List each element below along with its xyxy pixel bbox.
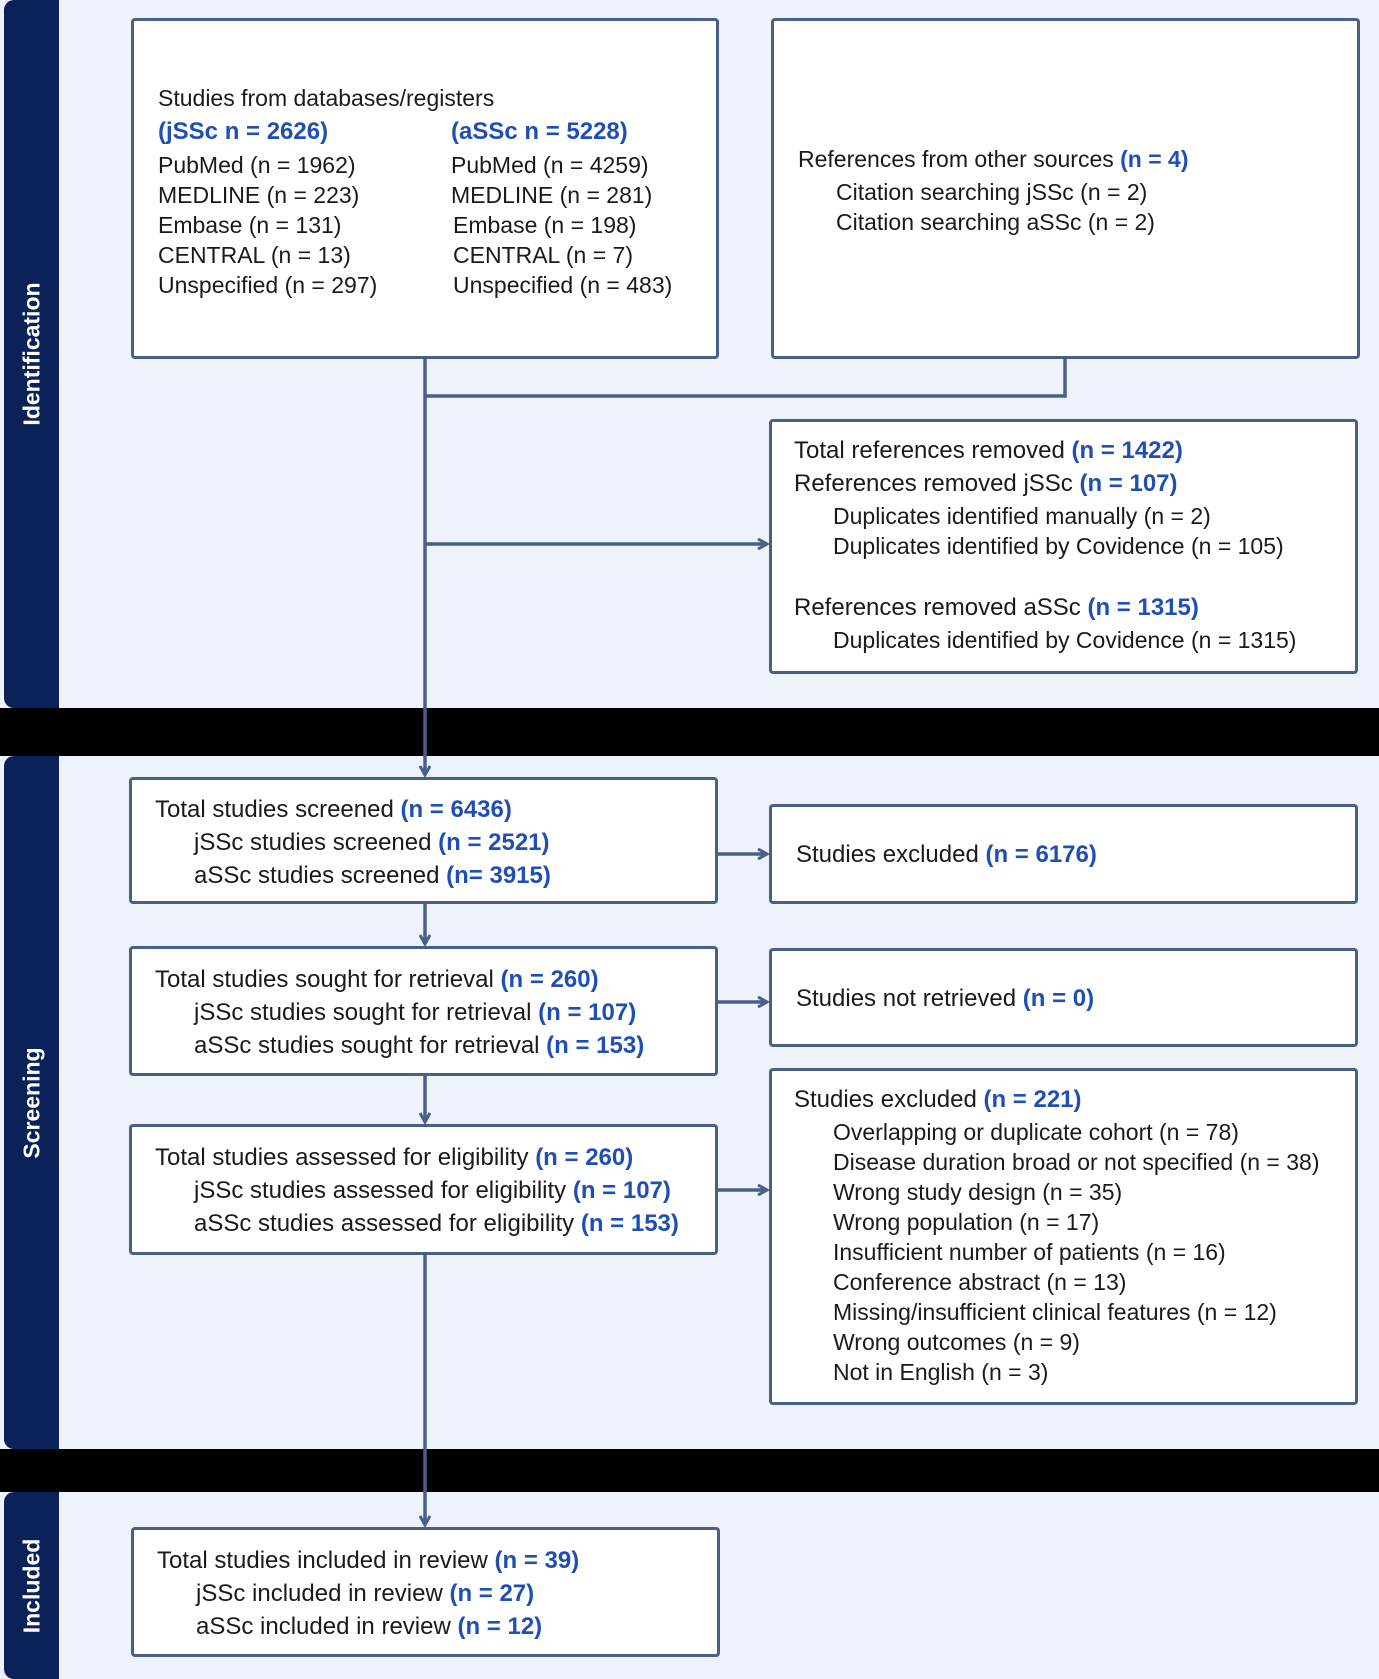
references-removed-box — [769, 419, 1358, 674]
excluded-full — [794, 1086, 1082, 1114]
removed-jssc-label: References removed jSSc — [794, 470, 1080, 497]
databases-box — [131, 18, 719, 359]
screened-total — [155, 796, 512, 824]
removed-jssc — [794, 470, 1178, 498]
other-sources-label: References from other sources — [798, 146, 1121, 172]
retrieval-assc-count: (n = 153) — [546, 1032, 645, 1059]
screening-label: Screening — [18, 1046, 44, 1159]
other-sources-title — [798, 146, 1189, 173]
retrieval-total-count: (n = 260) — [500, 966, 599, 993]
eligibility-jssc — [194, 1177, 671, 1205]
screened-jssc — [194, 829, 550, 857]
screened-total-count: (n = 6436) — [400, 796, 512, 823]
included-total-label: Total studies included in review — [157, 1547, 495, 1574]
assc-db-2: Embase (n = 198) — [453, 212, 637, 238]
retrieval-assc-label: aSSc studies sought for retrieval — [194, 1032, 547, 1059]
removed-total — [794, 437, 1183, 465]
identification-label: Identification — [18, 282, 44, 426]
removed-total-count: (n = 1422) — [1071, 437, 1183, 464]
assc-db-4: Unspecified (n = 483) — [453, 272, 673, 298]
removed-total-label: Total references removed — [794, 437, 1072, 464]
eligibility-assc — [194, 1210, 679, 1238]
eligibility-total-label: Total studies assessed for eligibility — [155, 1144, 536, 1171]
included-assc-label: aSSc included in review — [196, 1613, 458, 1640]
databases-title: Studies from databases/registers — [158, 85, 495, 111]
assc-header: (aSSc n = 5228) — [451, 118, 628, 145]
removed-jssc-count: (n = 107) — [1079, 470, 1178, 497]
jssc-db-0: PubMed (n = 1962) — [158, 152, 356, 178]
assc-db-3: CENTRAL (n = 7) — [453, 242, 634, 268]
exclusion-reason-8: Not in English (n = 3) — [833, 1359, 1049, 1385]
screened-box — [129, 777, 718, 904]
removed-jssc-item-1: Duplicates identified by Covidence (n = 105) — [833, 533, 1284, 559]
eligibility-jssc-count: (n = 107) — [572, 1177, 671, 1204]
retrieval-jssc — [194, 999, 636, 1027]
included-jssc-label: jSSc included in review — [196, 1580, 450, 1607]
exclusion-reason-0: Overlapping or duplicate cohort (n = 78) — [833, 1119, 1239, 1145]
other-sources-box — [771, 18, 1360, 359]
screening-phase-bar — [4, 756, 59, 1449]
other-source-item-0: Citation searching jSSc (n = 2) — [836, 179, 1148, 205]
exclusion-reason-2: Wrong study design (n = 35) — [833, 1179, 1123, 1205]
included-total-count: (n = 39) — [494, 1547, 580, 1574]
exclusion-reason-4: Insufficient number of patients (n = 16) — [833, 1239, 1226, 1265]
screened-jssc-count: (n = 2521) — [438, 829, 550, 856]
screened-assc-count: (n= 3915) — [446, 862, 551, 889]
screened-total-label: Total studies screened — [155, 796, 401, 823]
retrieval-assc — [194, 1032, 644, 1060]
retrieval-total — [155, 966, 599, 994]
eligibility-jssc-label: jSSc studies assessed for eligibility — [194, 1177, 573, 1204]
jssc-db-4: Unspecified (n = 297) — [158, 272, 378, 298]
eligibility-total — [155, 1144, 633, 1172]
included-assc — [196, 1613, 542, 1641]
not-retrieved-label: Studies not retrieved — [796, 985, 1023, 1012]
screened-assc — [194, 862, 551, 890]
excluded-screen-box — [769, 804, 1358, 904]
eligibility-assc-label: aSSc studies assessed for eligibility — [194, 1210, 581, 1237]
included-assc-count: (n = 12) — [457, 1613, 543, 1640]
assc-db-1: MEDLINE (n = 281) — [451, 182, 653, 208]
exclusion-reason-1: Disease duration broad or not specified (n = 38) — [833, 1149, 1320, 1175]
exclusion-reason-5: Conference abstract (n = 13) — [833, 1269, 1127, 1295]
retrieval-jssc-count: (n = 107) — [538, 999, 637, 1026]
retrieval-total-label: Total studies sought for retrieval — [155, 966, 501, 993]
eligibility-box — [129, 1124, 718, 1255]
retrieval-jssc-label: jSSc studies sought for retrieval — [194, 999, 539, 1026]
removed-assc — [794, 594, 1199, 622]
assc-db-0: PubMed (n = 4259) — [451, 152, 649, 178]
jssc-db-3: CENTRAL (n = 13) — [158, 242, 351, 268]
retrieval-box — [129, 946, 718, 1076]
removed-jssc-item-0: Duplicates identified manually (n = 2) — [833, 503, 1211, 529]
removed-assc-item-0: Duplicates identified by Covidence (n = 1315) — [833, 627, 1297, 653]
excluded-full-box — [769, 1068, 1358, 1405]
not-retrieved-box — [769, 948, 1358, 1047]
screened-assc-label: aSSc studies screened — [194, 862, 447, 889]
excluded-screen-label: Studies excluded — [796, 841, 986, 868]
other-source-item-1: Citation searching aSSc (n = 2) — [836, 209, 1155, 235]
jssc-header: (jSSc n = 2626) — [158, 118, 329, 145]
exclusion-reason-7: Wrong outcomes (n = 9) — [833, 1329, 1080, 1355]
excluded-full-count: (n = 221) — [983, 1086, 1082, 1113]
removed-assc-count: (n = 1315) — [1087, 594, 1199, 621]
jssc-db-2: Embase (n = 131) — [158, 212, 342, 238]
screened-jssc-label: jSSc studies screened — [194, 829, 439, 856]
included-label: Included — [18, 1538, 44, 1633]
exclusion-reason-3: Wrong population (n = 17) — [833, 1209, 1100, 1235]
excluded-screen — [796, 841, 1097, 869]
included-box — [131, 1527, 720, 1657]
exclusion-reason-6: Missing/insufficient clinical features (n = 12) — [833, 1299, 1277, 1325]
eligibility-total-count: (n = 260) — [535, 1144, 634, 1171]
included-jssc — [196, 1580, 534, 1608]
not-retrieved — [796, 985, 1094, 1013]
included-jssc-count: (n = 27) — [449, 1580, 535, 1607]
identification-phase-bar — [4, 0, 59, 708]
included-phase-bar — [4, 1492, 59, 1679]
included-total — [157, 1547, 579, 1575]
excluded-screen-count: (n = 6176) — [985, 841, 1097, 868]
not-retrieved-count: (n = 0) — [1022, 985, 1095, 1012]
eligibility-assc-count: (n = 153) — [580, 1210, 679, 1237]
removed-assc-label: References removed aSSc — [794, 594, 1088, 621]
other-sources-count: (n = 4) — [1120, 146, 1189, 172]
excluded-full-label: Studies excluded — [794, 1086, 984, 1113]
jssc-db-1: MEDLINE (n = 223) — [158, 182, 360, 208]
